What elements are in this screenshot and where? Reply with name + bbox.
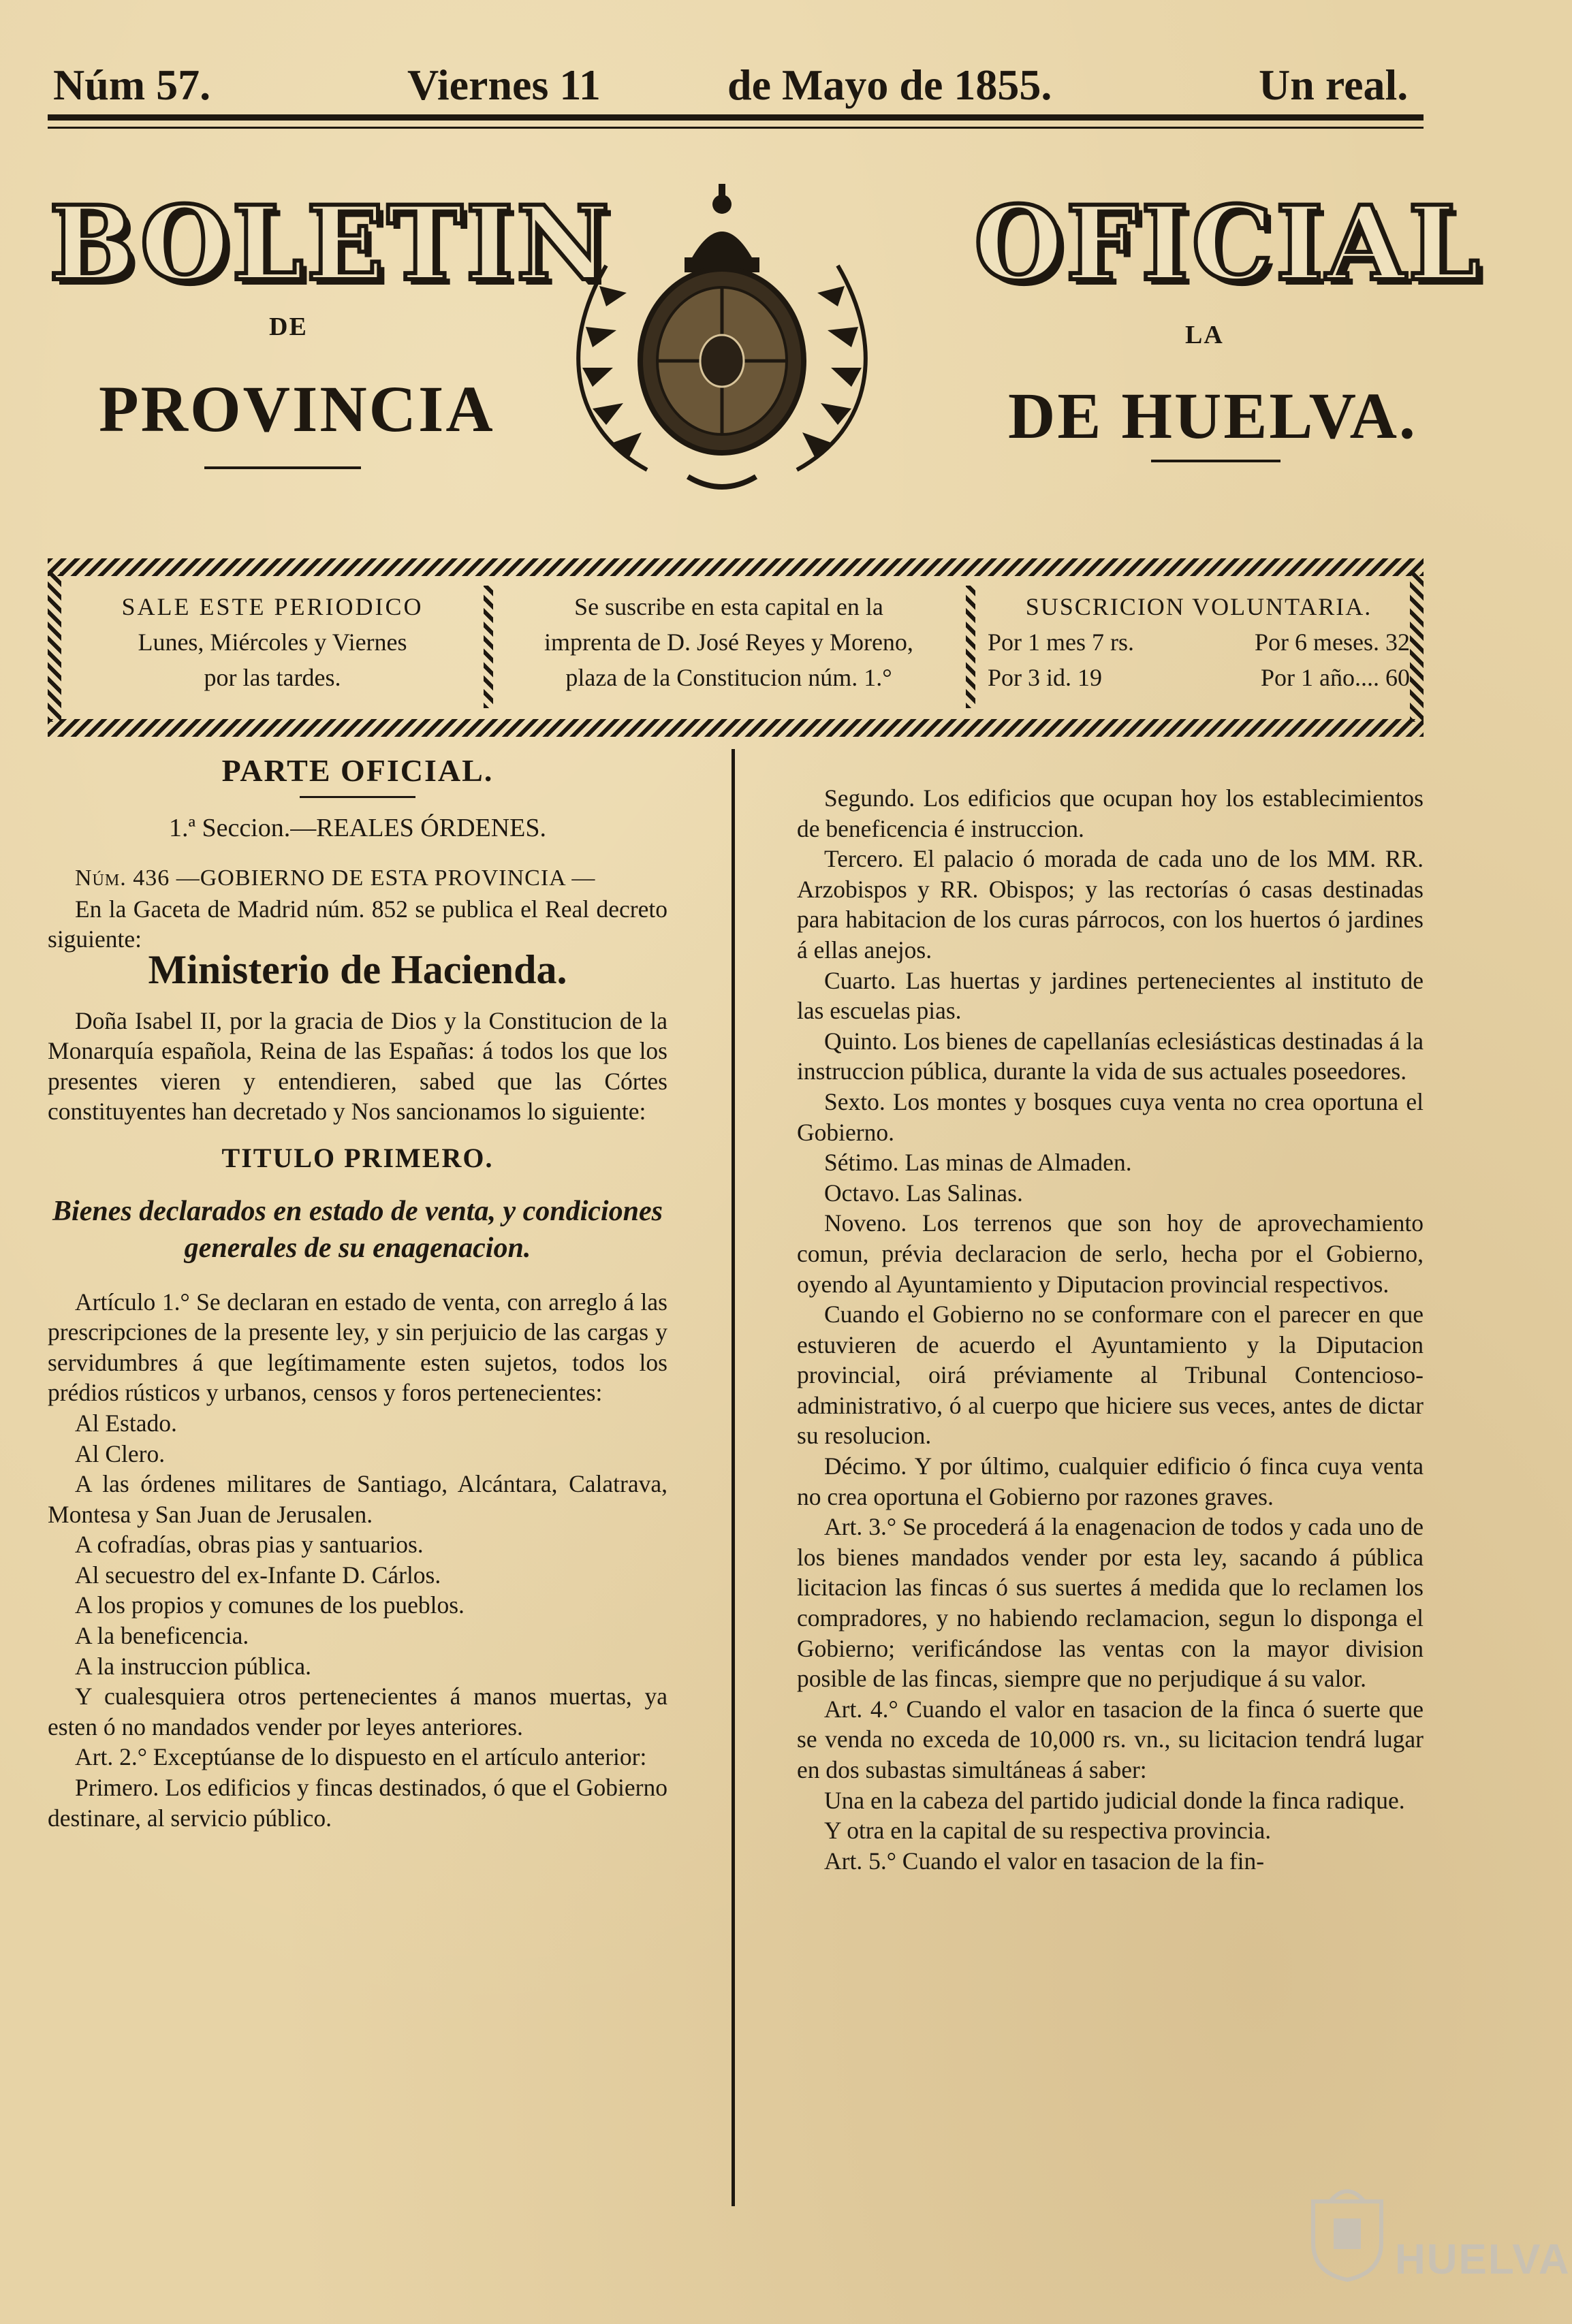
price-1-month: Por 1 mes 7 rs.	[988, 628, 1134, 656]
seccion-heading: 1.ª Seccion.—REALES ÓRDENES.	[168, 813, 547, 842]
header-rule-thin	[48, 127, 1424, 129]
masthead-ornament-right	[1151, 460, 1280, 462]
paragraph: Cuando el Gobierno no se conformare con el parecer en que estuvieren de acuerdo el Ayuntamiento y la Diputacion provincial, oirá préviamente al Tribunal Contencioso-administrativo, ó al cuerpo que hiciere sus veces, antes de dictar su resolucion.	[797, 1301, 1424, 1450]
paragraph: Y otra en la capital de su respectiva provincia.	[824, 1817, 1272, 1845]
preamble-paragraph: Doña Isabel II, por la gracia de Dios y la Constitucion de la Monarquía española, Reina de las Españas: á todos los que los presentes vieren y entendieren, sabed que las Córtes constituyentes han decretado y Nos sancionamos lo siguiente:	[48, 1006, 667, 1126]
price-6-months: Por 6 meses. 32	[1255, 628, 1410, 656]
issue-date-rest: de Mayo de 1855.	[727, 61, 1052, 109]
archive-watermark	[1306, 2167, 1571, 2304]
price-row	[988, 624, 1410, 660]
info-left-line-2: Lunes, Miércoles y Viernes	[138, 628, 407, 656]
watermark-text: HUELVA	[1395, 2236, 1571, 2283]
publication-days	[75, 589, 470, 695]
info-right-title: SUSCRICION VOLUNTARIA.	[1025, 593, 1372, 620]
masthead-provincia: PROVINCIA	[99, 372, 495, 445]
info-middle-line-1: Se suscribe en esta capital en la	[574, 593, 883, 620]
issue-price: Un real.	[1259, 61, 1409, 109]
paragraph: Art. 3.° Se procederá á la enagenacion de todos y cada uno de los bienes mandados vender por esta ley, sacando á pública licitacion las fincas ó sus suertes á medida que lo reclamen los compradores, y no habiendo reclamacion, segun lo disponga el Gobierno; verificándose las ventas con la mayor division posible de las fincas, siempre que no perjudique á su valor.	[797, 1513, 1424, 1693]
paragraph: Noveno. Los terrenos que son hoy de aprovechamiento comun, prévia declaracion de serlo, hecha por el Gobierno, oyendo al Ayuntamiento y Diputacion provincial respectivos.	[797, 1209, 1424, 1298]
border-left	[48, 572, 61, 722]
royal-coat-of-arms-icon	[545, 157, 899, 511]
right-column	[797, 783, 1424, 1876]
border-bottom	[48, 719, 1424, 737]
list-item: Al Estado.	[75, 1409, 177, 1437]
article-2-primero: Primero. Los edificios y fincas destinados, ó que el Gobierno destinare, al servicio público.	[48, 1774, 667, 1832]
price-1-year: Por 1 año.... 60	[1261, 664, 1410, 691]
info-left-line-3: por las tardes.	[204, 664, 341, 691]
masthead-boletin: BOLETIN	[49, 184, 612, 304]
paragraph: Quinto. Los bienes de capellanías eclesiásticas destinadas á la instruccion pública, durante la vida de sus actuales poseedores.	[797, 1027, 1424, 1085]
paragraph: Art. 4.° Cuando el valor en tasacion de la finca ó suerte que se venda no exceda de 10,000 rs. vn., su licitacion tendrá lugar en dos subastas simultáneas á saber:	[797, 1695, 1424, 1783]
info-middle-line-2: imprenta de D. José Reyes y Moreno,	[544, 628, 913, 656]
heading-rule	[300, 796, 415, 798]
masthead-oficial: OFICIAL	[974, 184, 1483, 304]
price-row	[988, 660, 1410, 695]
border-top	[48, 558, 1424, 576]
paragraph: Cuarto. Las huertas y jardines pertenecientes al instituto de las escuelas pias.	[797, 966, 1424, 1025]
column-divider	[732, 749, 735, 2206]
list-item: A la instruccion pública.	[75, 1652, 312, 1680]
info-middle-line-3: plaza de la Constitucion núm. 1.°	[565, 664, 892, 691]
parte-oficial-heading: PARTE OFICIAL.	[221, 753, 494, 788]
titulo-heading: TITULO PRIMERO.	[221, 1142, 494, 1173]
num-line: Núm. 436 —GOBIERNO DE ESTA PROVINCIA —	[75, 865, 596, 891]
subtitle-heading: Bienes declarados en estado de venta, y condiciones generales de su enagenacion.	[52, 1195, 663, 1264]
ministerio-heading: Ministerio de Hacienda.	[148, 946, 567, 992]
masthead-la: LA	[1185, 321, 1224, 349]
subscription-info-box	[48, 558, 1424, 737]
article-1: Artículo 1.° Se declaran en estado de venta, con arreglo á las prescripciones de la presente ley, y sin perjuicio de las cargas y servidumbres á que legítimamente esten sujetos, todos los prédios rústicos y urbanos, censos y foros pertenecientes:	[48, 1288, 667, 1407]
issue-header	[53, 60, 1429, 108]
divider-2	[966, 586, 975, 708]
list-item: Y cualesquiera otros pertenecientes á manos muertas, ya esten ó no mandados vender por leyes anteriores.	[48, 1683, 667, 1740]
subscription-place	[504, 589, 954, 695]
list-item: A la beneficencia.	[75, 1622, 249, 1650]
paragraph: Tercero. El palacio ó morada de cada uno de los MM. RR. Arzobispos y RR. Obispos; y las rectorías ó casas destinadas para habitacion de los curas párrocos, con los huertos ó jardines á ellas anejos.	[797, 845, 1424, 964]
paragraph: Segundo. Los edificios que ocupan hoy los establecimientos de beneficencia é instruccion.	[797, 784, 1424, 842]
city-shield-icon	[1306, 2181, 1388, 2283]
masthead-de: DE	[269, 313, 308, 341]
divider-1	[484, 586, 493, 708]
border-right	[1410, 572, 1424, 722]
issue-date-day: Viernes 11	[407, 61, 601, 109]
list-item: A cofradías, obras pias y santuarios.	[75, 1531, 424, 1559]
header-rule	[48, 114, 1424, 121]
paragraph: Octavo. Las Salinas.	[824, 1179, 1023, 1207]
paragraph: Sétimo. Las minas de Almaden.	[824, 1149, 1132, 1177]
masthead-ornament-left	[204, 466, 361, 469]
paragraph: Décimo. Y por último, cualquier edificio ó finca cuya venta no crea oportuna el Gobierno por razones graves.	[797, 1452, 1424, 1510]
subscription-prices	[988, 589, 1410, 695]
paragraph: Art. 5.° Cuando el valor en tasacion de la fin-	[824, 1847, 1265, 1875]
left-column	[48, 753, 667, 1833]
intro-paragraph: En la Gaceta de Madrid núm. 852 se publica el Real decreto siguiente:	[48, 895, 667, 953]
article-2: Art. 2.° Exceptúanse de lo dispuesto en el artículo anterior:	[75, 1743, 647, 1771]
list-item: Al secuestro del ex-Infante D. Cárlos.	[75, 1561, 441, 1589]
paragraph: Una en la cabeza del partido judicial donde la finca radique.	[824, 1786, 1405, 1814]
paragraph: Sexto. Los montes y bosques cuya venta no crea oportuna el Gobierno.	[797, 1087, 1424, 1146]
list-item: A los propios y comunes de los pueblos.	[75, 1591, 465, 1619]
info-left-line-1: SALE ESTE PERIODICO	[121, 593, 424, 620]
list-item: A las órdenes militares de Santiago, Alcántara, Calatrava, Montesa y San Juan de Jerusalen.	[48, 1470, 667, 1528]
list-item: Al Clero.	[75, 1439, 166, 1467]
masthead-de-huelva: DE HUELVA.	[1008, 379, 1417, 452]
issue-number: Núm 57.	[53, 61, 211, 109]
price-3-months: Por 3 id. 19	[988, 664, 1103, 691]
